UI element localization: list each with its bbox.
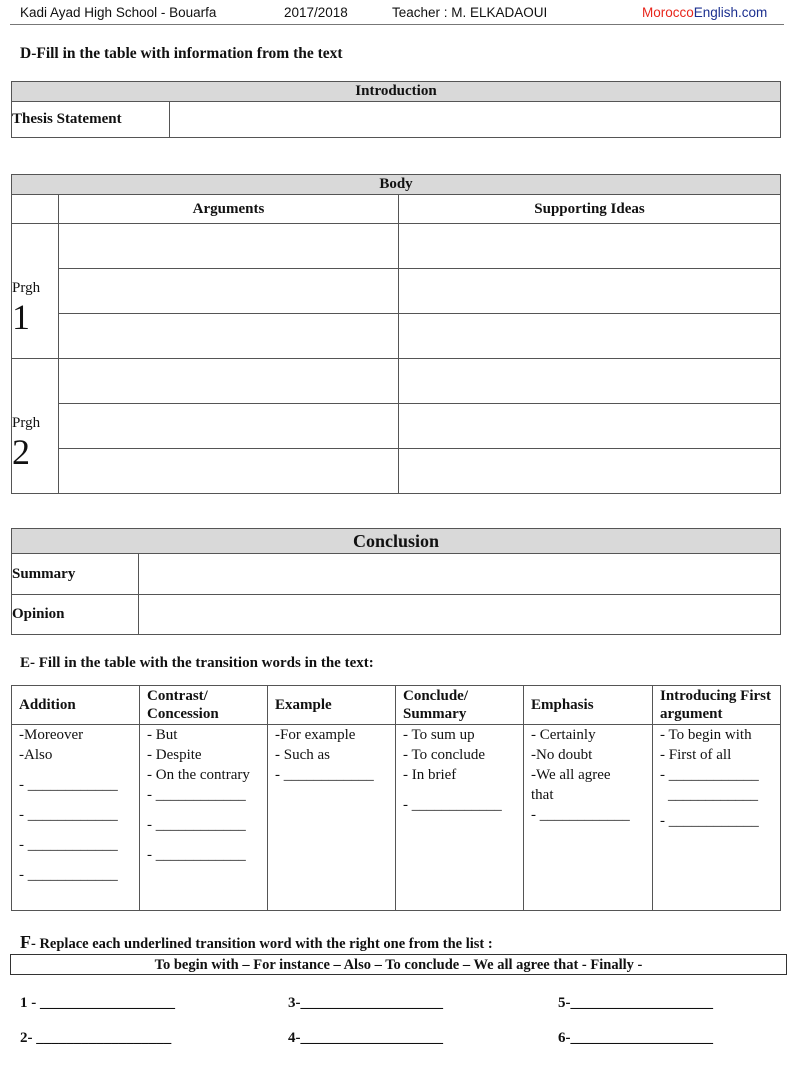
transition-word: -Moreover (19, 727, 84, 743)
transition-word: - To begin with (660, 727, 752, 743)
brand-part2: English.com (693, 5, 768, 20)
blank-line[interactable]: - ____________ (19, 867, 118, 883)
page-header (20, 5, 780, 24)
conclude-header: Conclude/ Summary (396, 686, 524, 725)
emphasis-header: Emphasis (524, 686, 653, 725)
school-year: 2017/2018 (284, 5, 348, 20)
argument-cell[interactable] (59, 404, 399, 449)
supporting-idea-cell[interactable] (399, 224, 781, 269)
answer-line-5[interactable]: 5-___________________ (558, 995, 713, 1011)
answer-line-4[interactable]: 4-___________________ (288, 1030, 443, 1046)
transition-word-list: To begin with – For instance – Also – To conclude – We all agree that - Finally - (10, 954, 787, 975)
supporting-idea-cell[interactable] (399, 269, 781, 314)
prgh-word: Prgh (12, 279, 41, 296)
blank-line[interactable]: - ____________ (19, 837, 118, 853)
argument-cell[interactable] (59, 269, 399, 314)
blank-line[interactable]: - ____________ (19, 777, 118, 793)
blank-line[interactable]: - ____________ (531, 807, 630, 823)
blank-line[interactable]: - ____________ (147, 817, 246, 833)
addition-header: Addition (12, 686, 140, 725)
first-argument-header: Introducing First argument (653, 686, 781, 725)
supporting-ideas-header: Supporting Ideas (399, 195, 781, 224)
header-divider (10, 24, 784, 25)
first-argument-column (653, 725, 781, 911)
example-header: Example (268, 686, 396, 725)
argument-cell[interactable] (59, 224, 399, 269)
transition-word: -We all agree that (531, 767, 611, 803)
prgh-number: 2 (12, 431, 30, 472)
answer-line-3[interactable]: 3-___________________ (288, 995, 443, 1011)
section-f-instruction: - Replace each underlined transition word with the right one from the list : (31, 936, 493, 952)
addition-column (12, 725, 140, 911)
body-table (11, 174, 781, 494)
arguments-header: Arguments (59, 195, 399, 224)
prgh-word: Prgh (12, 414, 41, 431)
thesis-statement-label: Thesis Statement (12, 102, 170, 138)
section-d-title: D-Fill in the table with information from the text (20, 45, 343, 62)
body-corner-cell (12, 195, 59, 224)
teacher-name: Teacher : M. ELKADAOUI (392, 5, 548, 20)
transition-word: - But (147, 727, 178, 743)
transition-word: -Also (19, 747, 53, 763)
blank-line[interactable]: - ____________ (403, 797, 502, 813)
example-column (268, 725, 396, 911)
argument-cell[interactable] (59, 449, 399, 494)
paragraph-1-label (12, 224, 59, 359)
blank-line[interactable]: - ____________ (275, 767, 374, 783)
argument-cell[interactable] (59, 314, 399, 359)
conclusion-table (11, 528, 781, 635)
supporting-idea-cell[interactable] (399, 404, 781, 449)
opinion-cell[interactable] (139, 595, 781, 635)
transition-word: - To sum up (403, 727, 475, 743)
summary-cell[interactable] (139, 554, 781, 595)
conclusion-heading: Conclusion (12, 529, 781, 554)
school-name: Kadi Ayad High School - Bouarfa (20, 5, 217, 20)
transition-word: -For example (275, 727, 356, 743)
answer-line-6[interactable]: 6-___________________ (558, 1030, 713, 1046)
emphasis-column (524, 725, 653, 911)
transition-words-table (11, 685, 781, 911)
transition-word: - First of all (660, 747, 732, 763)
transition-word: - In brief (403, 767, 457, 783)
contrast-header: Contrast/ Concession (140, 686, 268, 725)
argument-cell[interactable] (59, 359, 399, 404)
opinion-label: Opinion (12, 595, 139, 635)
blank-line[interactable]: - ____________ (660, 767, 759, 783)
brand-part1: Morocco (642, 5, 694, 20)
blank-line[interactable]: - ____________ (147, 787, 246, 803)
thesis-statement-cell[interactable] (170, 102, 781, 138)
introduction-table (11, 81, 781, 138)
transition-word: - Such as (275, 747, 330, 763)
answer-line-1[interactable]: 1 - __________________ (20, 995, 175, 1011)
blank-line[interactable]: - ____________ (660, 813, 759, 829)
brand-logo (642, 5, 767, 20)
section-f-title (20, 932, 493, 953)
transition-word: - Certainly (531, 727, 596, 743)
transition-word: - On the contrary (147, 767, 250, 783)
prgh-number: 1 (12, 296, 30, 337)
blank-line[interactable]: - ____________ (19, 807, 118, 823)
contrast-column (140, 725, 268, 911)
supporting-idea-cell[interactable] (399, 314, 781, 359)
transition-word: - Despite (147, 747, 202, 763)
blank-line[interactable]: ____________ (668, 787, 758, 803)
supporting-idea-cell[interactable] (399, 359, 781, 404)
transition-word: - To conclude (403, 747, 485, 763)
body-heading: Body (12, 175, 781, 195)
paragraph-2-label (12, 359, 59, 494)
supporting-idea-cell[interactable] (399, 449, 781, 494)
introduction-heading: Introduction (12, 82, 781, 102)
section-e-title: E- Fill in the table with the transition words in the text: (20, 655, 374, 671)
summary-label: Summary (12, 554, 139, 595)
conclude-column (396, 725, 524, 911)
section-f-letter: F (20, 932, 31, 952)
blank-line[interactable]: - ____________ (147, 847, 246, 863)
answer-line-2[interactable]: 2- __________________ (20, 1030, 172, 1046)
transition-word: -No doubt (531, 747, 593, 763)
